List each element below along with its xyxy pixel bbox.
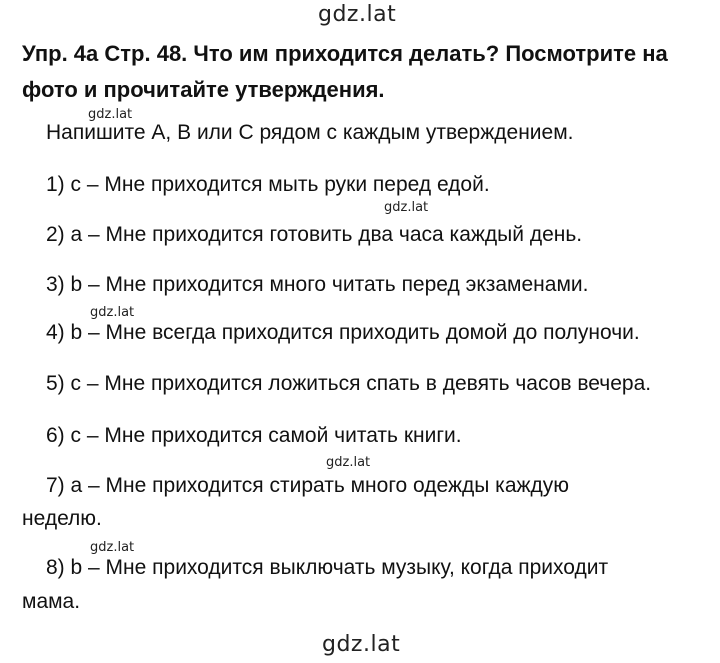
watermark-4: gdz.lat [326, 455, 371, 470]
answer-5: 5) c – Мне приходится ложиться спать в девять часов вечера. [46, 372, 652, 395]
answer-4: 4) b – Мне всегда приходится приходить домой до полуночи. [46, 321, 640, 344]
watermark-3: gdz.lat [90, 305, 135, 320]
answer-6: 6) c – Мне приходится самой читать книги. [46, 424, 462, 447]
watermark-top: gdz.lat [318, 2, 397, 27]
answer-1: 1) c – Мне приходится мыть руки перед едой. [46, 173, 490, 196]
answer-8-continued: мама. [22, 590, 81, 613]
watermark-bottom: gdz.lat [322, 632, 401, 657]
answer-7-continued: неделю. [22, 507, 102, 530]
answer-8: 8) b – Мне приходится выключать музыку, когда приходит [46, 556, 609, 579]
answer-7: 7) a – Мне приходится стирать много одежды каждую [46, 474, 570, 497]
watermark-2: gdz.lat [384, 200, 429, 215]
watermark-5: gdz.lat [90, 540, 135, 555]
exercise-title: Упр. 4а Стр. 48. Что им приходится делать? Посмотрите на фото и прочитайте утверждения. [22, 41, 668, 102]
answer-3: 3) b – Мне приходится много читать перед экзаменами. [46, 273, 589, 296]
instruction-text: Напишите A, B или C рядом с каждым утверждением. [46, 121, 574, 144]
watermark-1: gdz.lat [88, 107, 133, 122]
answer-2: 2) a – Мне приходится готовить два часа каждый день. [46, 223, 583, 246]
